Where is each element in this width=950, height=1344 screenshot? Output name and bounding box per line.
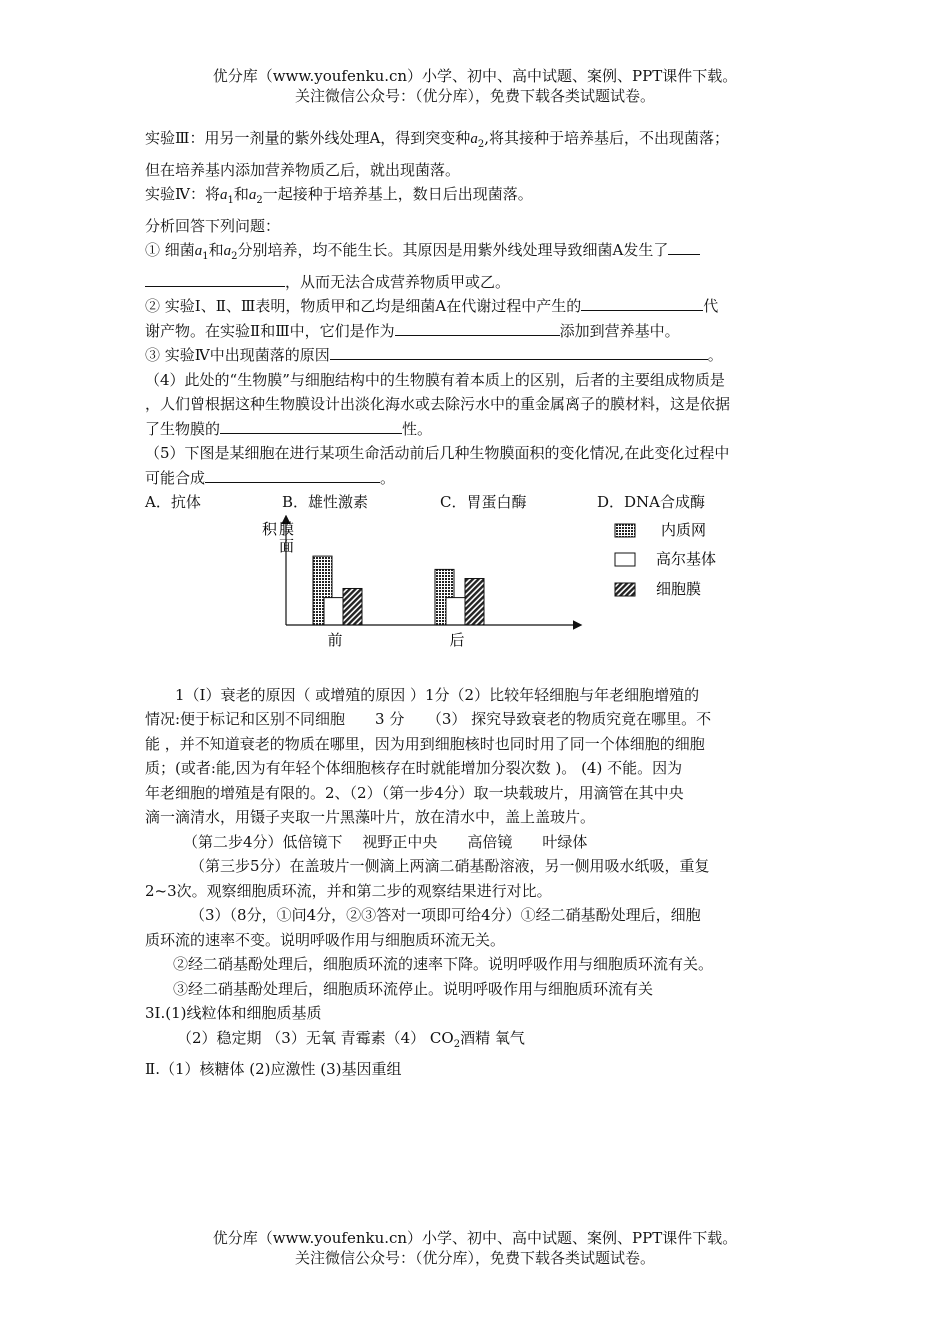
bar-前-细胞膜 [343,588,362,625]
answer-1-line-6: 滴一滴清水，用镊子夹取一片黑藻叶片，放在清水中，盖上盖玻片。 [145,808,596,826]
question-1-line-2: ，从而无法合成营养物质甲或乙。 [145,270,807,295]
section-3-part-2: （2）稳定期 （3）无氧 青霉素（4） $CO_2$酒精 氧气 [177,1028,525,1050]
analyze-prompt: 分析回答下列问题： [145,216,281,235]
y-label-part-3: 面 [279,536,295,555]
page-footer [0,1228,950,1268]
options-row [145,490,807,515]
answer-3-item-3: ③经二硝基酚处理后，细胞质环流停止。说明呼吸作用与细胞质环流有关 [173,979,654,998]
answer-blank[interactable] [220,417,402,434]
answer-3-line-1: （3）（8分，①问4分，②③答对一项即可给4分）①经二硝基酚处理后，细胞 [190,906,701,924]
legend-swatch [615,553,635,566]
question-2-line-2: 谢产物。在实验Ⅱ和Ⅲ中，它们是作为 添加到营养基中。 [145,319,807,344]
category-label: 前 [327,630,343,649]
answer-blank[interactable] [395,319,560,336]
section-3-part-1: 3Ⅰ.(1)线粒体和细胞质基质 [145,1004,322,1022]
y-label-part-2: 膜 [279,519,295,538]
answer-1-line-5: 年老细胞的增殖是有限的。2、（2）（第一步4分）取一块载玻片，用滴管在其中央 [145,783,684,802]
answer-blank[interactable] [205,466,380,483]
page-header [0,66,950,106]
step-3-line-2: 2~3次。观察细胞质环流，并和第二步的观察结果进行对比。 [145,881,552,900]
footer-line-1: 优分库（www.youfenku.cn）小学、初中、高中试题、案例、PPT课件下载。 [212,1229,738,1247]
experiment-3-line-2: 但在培养基内添加营养物质乙后，就出现菌落。 [145,160,461,179]
option-d: D．DNA合成酶 [597,493,706,511]
part-4-line-2: ，人们曾根据这种生物膜设计出淡化海水或去除污水中的重金属离子的膜材料，这是依据 [145,395,731,413]
legend-label: 高尔基体 [656,549,717,568]
answer-blank[interactable] [668,238,700,255]
legend-label: 内质网 [661,520,707,539]
answer-blank[interactable] [581,294,703,311]
answer-1-line-3: 能 ，并不知道衰老的物质在哪里，因为用到细胞核时也同时用了同一个体细胞的细胞 [145,734,705,753]
answer-3-item-2: ②经二硝基酚处理后，细胞质环流的速率下降。说明呼吸作用与细胞质环流有关。 [173,955,714,973]
answer-1-line-1: 1（Ⅰ）衰老的原因（ 或增殖的原因 ）1分（2）比较年轻细胞与年老细胞增殖的 [175,685,700,704]
answer-1-line-2: 情况:便于标记和区别不同细胞 3 分 （3） 探究导致衰老的物质究竟在哪里。不 [145,710,712,728]
question-2: ② 实验Ⅰ、Ⅱ、Ⅲ表明，物质甲和乙均是细菌A在代谢过程中产生的 代 [145,294,807,319]
membrane-area-chart [145,515,807,683]
option-b: B．雄性激素 [282,493,369,511]
y-label-part-1: 积 [262,519,278,538]
category-label: 后 [449,630,465,649]
category-labels [327,631,464,649]
legend-label: 细胞膜 [656,579,702,598]
question-3: ③ 实验Ⅳ中出现菌落的原因 。 [145,343,807,368]
chart-bars [313,556,484,625]
bar-后-高尔基体 [446,597,465,624]
step-2: （第二步4分）低倍镜下 视野正中央 高倍镜 叶绿体 [183,832,588,851]
answer-blank[interactable] [330,343,708,360]
option-c: C．胃蛋白酶 [440,493,527,511]
header-line-1: 优分库（www.youfenku.cn）小学、初中、高中试题、案例、PPT课件下载。 [212,67,738,85]
chart-svg [145,515,807,683]
bar-后-细胞膜 [465,578,484,624]
answer-1-line-4: 质；(或者:能,因为有年轻个体细胞核存在时就能增加分裂次数 )。 (4) 不能。因为 [145,759,683,777]
option-a: A．抗体 [145,493,201,511]
experiment-3: 实验Ⅲ：用另一剂量的紫外线处理A，得到突变种$a_2$,将其接种于培养基后，不出现菌落； [145,129,729,150]
part-5-line-1: （5）下图是某细胞在进行某项生命活动前后几种生物膜面积的变化情况,在此变化过程中 [145,444,730,462]
step-3-line-1: （第三步5分）在盖玻片一侧滴上两滴二硝基酚溶液，另一侧用吸水纸吸，重复 [190,857,710,875]
header-line-2: 关注微信公众号：（优分库），免费下载各类试题试卷。 [294,87,655,105]
legend-swatch [615,524,635,537]
question-1: ① 细菌$a_1$和$a_2$分别培养，均不能生长。其原因是用紫外线处理导致细菌A发生了 [145,238,807,270]
chart-legend [615,521,716,598]
footer-line-2: 关注微信公众号：（优分库），免费下载各类试题试卷。 [294,1249,655,1267]
legend-swatch [615,583,635,596]
section-3-part-3: Ⅱ.（1）核糖体 (2)应激性 (3)基因重组 [145,1060,402,1078]
part-4-line-1: （4）此处的“生物膜”与细胞结构中的生物膜有着本质上的区别，后者的主要组成物质是 [145,370,725,389]
part-4-line-3: 了生物膜的 性。 [145,417,807,442]
bar-前-高尔基体 [324,597,343,624]
answer-blank[interactable] [145,270,285,287]
part-5-line-2: 可能合成 。 [145,466,807,491]
document-body [145,126,807,1082]
answer-3-line-2: 质环流的速率不变。说明呼吸作用与细胞质环流无关。 [145,930,506,949]
experiment-4: 实验Ⅳ：将$a_1$和$a_2$一起接种于培养基上，数日后出现菌落。 [145,185,533,206]
